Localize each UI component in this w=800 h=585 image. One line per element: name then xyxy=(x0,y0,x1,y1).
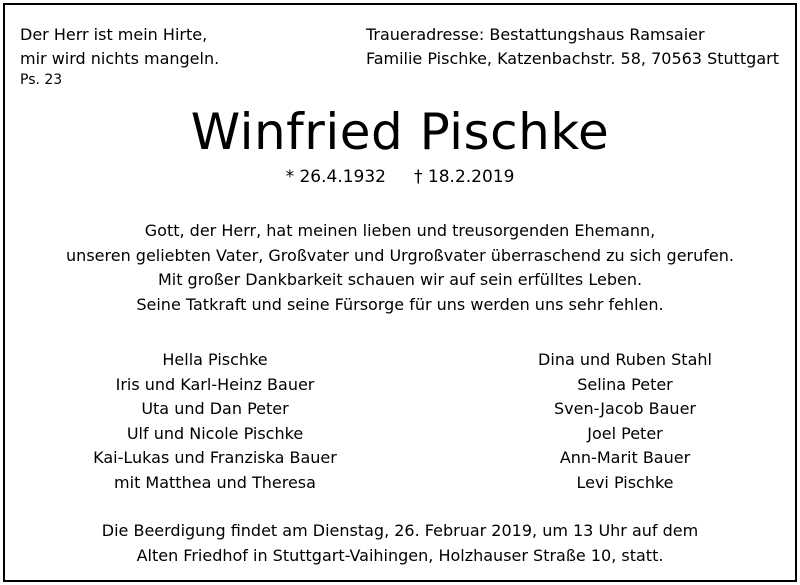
mourner-name: Selina Peter xyxy=(577,374,673,394)
mourner-name: Ann-Marit Bauer xyxy=(559,448,691,467)
announcement-line: unseren geliebten Vater, Großvater und Urgroßvater überraschend zu sich gerufen. xyxy=(66,245,734,265)
mourners-left-column xyxy=(65,348,365,495)
announcement-text xyxy=(5,219,795,317)
address-line: Familie Pischke, Katzenbachstr. 58, 70563 Stuttgart xyxy=(365,49,779,68)
funeral-details xyxy=(5,519,795,568)
mourner-name: Ulf und Nicole Pischke xyxy=(126,423,304,443)
announcement-line: Mit großer Dankbarkeit schauen wir auf sein erfülltes Leben. xyxy=(157,270,643,289)
psalm-line: Der Herr ist mein Hirte, xyxy=(20,25,208,44)
mourning-address xyxy=(366,23,779,71)
funeral-line: Alten Friedhof in Stuttgart-Vaihingen, Holzhauser Straße 10, statt. xyxy=(136,545,664,565)
psalm-reference: Ps. 23 xyxy=(20,72,63,88)
mourner-name: Uta und Dan Peter xyxy=(141,399,289,418)
mourner-name: Dina und Ruben Stahl xyxy=(538,350,712,369)
address-line: Traueradresse: Bestattungshaus Ramsaier xyxy=(365,25,705,44)
mourner-name: Sven-Jacob Bauer xyxy=(554,399,696,418)
birth-date: * 26.4.1932 xyxy=(285,167,386,187)
mourner-name: mit Matthea und Theresa xyxy=(114,472,316,492)
deceased-name: Winfried Pischke xyxy=(190,103,610,161)
life-dates xyxy=(5,165,795,189)
announcement-line: Seine Tatkraft und seine Fürsorge für uns werden uns sehr fehlen. xyxy=(136,294,664,314)
death-date: † 18.2.2019 xyxy=(414,167,515,187)
psalm-line: mir wird nichts mangeln. xyxy=(20,49,220,68)
mourner-name: Kai-Lukas und Franziska Bauer xyxy=(93,448,337,467)
mourner-name: Iris und Karl-Heinz Bauer xyxy=(115,374,315,394)
mourner-name: Levi Pischke xyxy=(576,472,674,492)
funeral-line: Die Beerdigung findet am Dienstag, 26. Februar 2019, um 13 Uhr auf dem xyxy=(101,521,699,540)
mourners-right-column xyxy=(475,348,775,495)
mourner-name: Joel Peter xyxy=(587,423,663,443)
mourner-name: Hella Pischke xyxy=(162,350,268,369)
obituary-notice xyxy=(3,3,797,582)
announcement-line: Gott, der Herr, hat meinen lieben und treusorgenden Ehemann, xyxy=(144,221,656,240)
psalm-quote xyxy=(20,23,219,89)
